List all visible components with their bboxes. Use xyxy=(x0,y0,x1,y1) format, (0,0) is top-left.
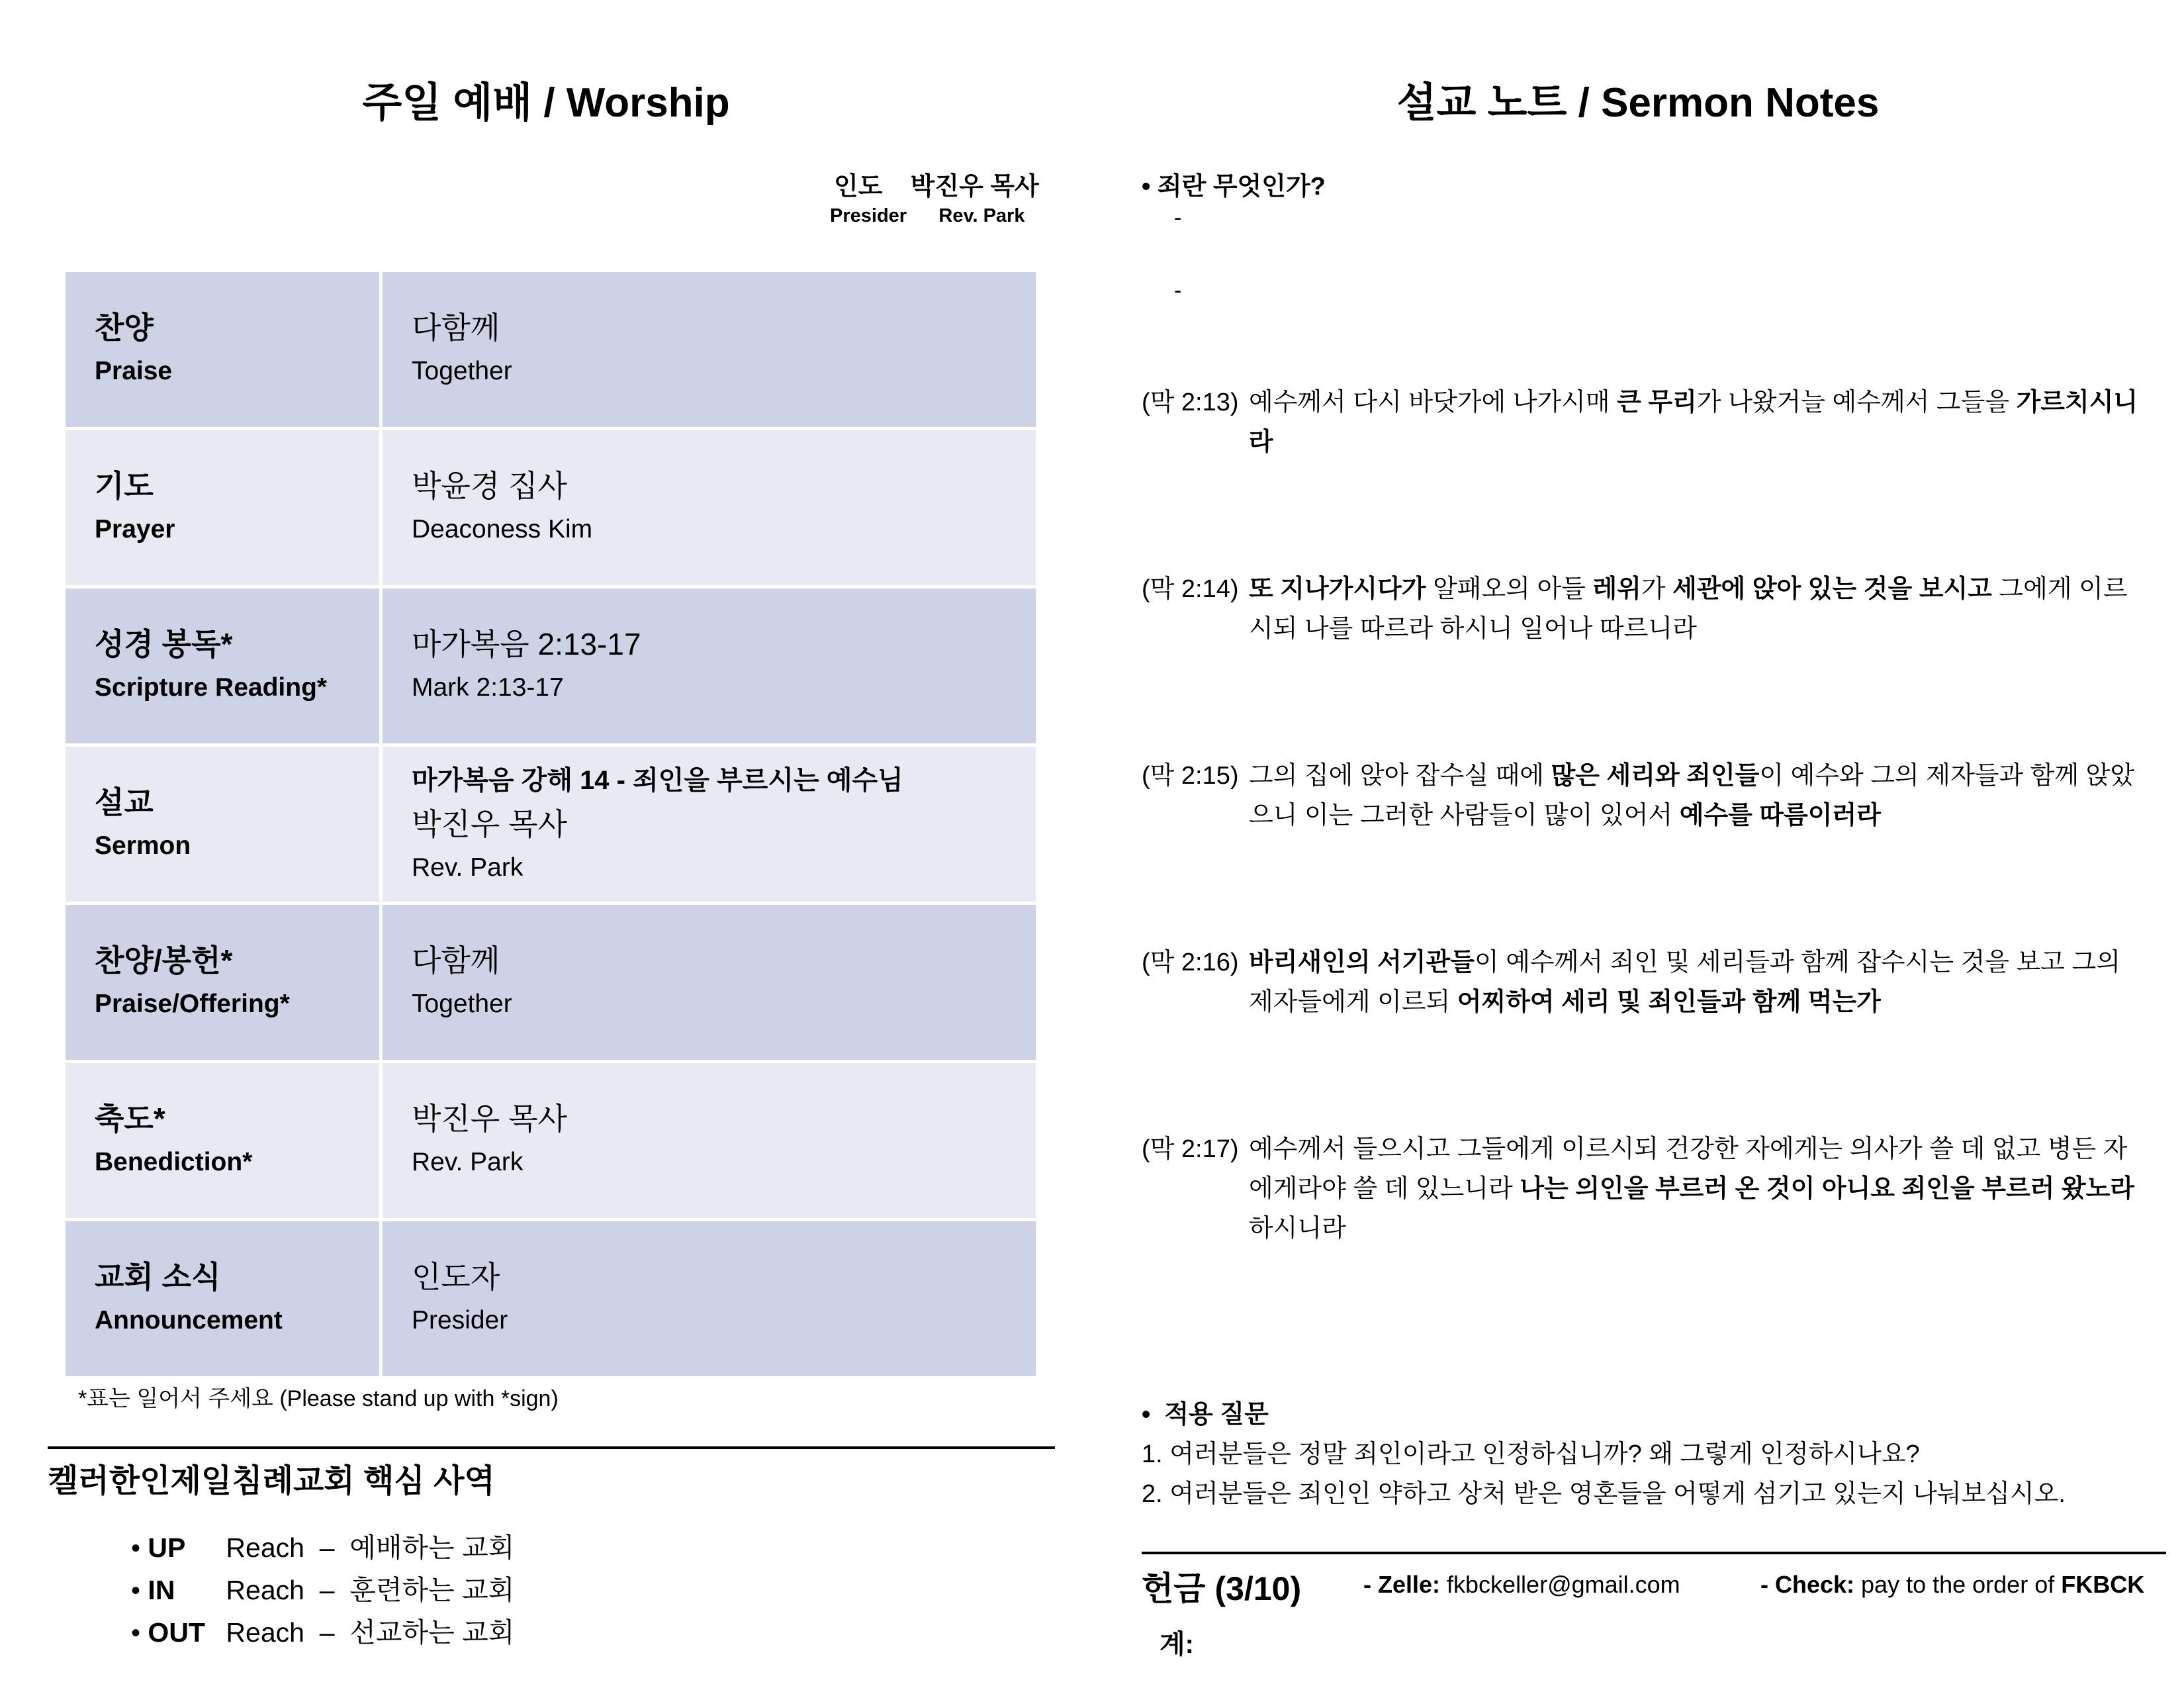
sermon-title: 마가복음 강해 14 - 죄인을 부르시는 예수님 xyxy=(412,766,903,795)
ministry-item-out xyxy=(131,1611,514,1650)
order-leader xyxy=(381,904,1038,1062)
item-label-english: Prayer xyxy=(95,515,175,543)
verse-segment: 예수께서 들으시고 그들에게 이르시되 건강한 자에게는 의사가 쓸 데 없고 병든 자에게라야 쓸 데 있느니라 xyxy=(1249,1135,2128,1203)
verse-segment: 하시니라 xyxy=(1249,1215,1346,1243)
verse-emphasis: 레위 xyxy=(1592,575,1641,603)
verse-2-15 xyxy=(1142,756,2148,835)
verse-reference: (막 2:15) xyxy=(1142,762,1239,790)
offering-title: 헌금 (3/10) xyxy=(1142,1570,1302,1607)
verse-reference: (막 2:14) xyxy=(1142,575,1239,603)
order-row-sermon xyxy=(64,745,1038,904)
item-label-english: Praise xyxy=(95,357,173,385)
ministry-item-in xyxy=(131,1568,514,1607)
verse-text xyxy=(1249,1129,2148,1248)
ministry-keyword: IN xyxy=(148,1575,175,1605)
item-label-korean: 기도 xyxy=(95,469,154,503)
verse-reference: (막 2:16) xyxy=(1142,949,1239,976)
verse-segment: 알패오의 아들 xyxy=(1426,575,1593,603)
verse-segment: 가 나왔거늘 예수께서 그들을 xyxy=(1696,389,2017,416)
verse-segment: 이 예수께서 죄인 및 세리들과 함께 잡수시는 것을 보고 그의 제자들에게 이르되 xyxy=(1249,949,2120,1016)
application-questions-title: • 적용 질문 xyxy=(1142,1401,1269,1429)
order-item xyxy=(64,587,381,745)
ministry-keyword: OUT xyxy=(148,1617,205,1648)
check-payee: FKBCK xyxy=(2061,1571,2145,1598)
order-leader xyxy=(381,271,1038,429)
order-row-announcement xyxy=(64,1220,1038,1378)
leader-korean: 다함께 xyxy=(412,310,500,345)
verse-text xyxy=(1249,943,2148,1022)
leader-english: Deaconess Kim xyxy=(412,515,593,543)
order-item xyxy=(64,745,381,904)
zelle-info xyxy=(1363,1571,1680,1599)
verse-emphasis: 예수를 따름이러라 xyxy=(1679,802,1881,829)
item-label-korean: 설교 xyxy=(95,785,154,820)
verse-emphasis: 바리새인의 서기관들 xyxy=(1249,949,1475,976)
verse-segment: 예수께서 다시 바닷가에 나가시매 xyxy=(1249,389,1617,416)
order-row-scripture xyxy=(64,587,1038,745)
item-label-english: Scripture Reading* xyxy=(95,673,328,702)
item-label-english: Praise/Offering* xyxy=(95,990,290,1018)
ministry-keyword: UP xyxy=(148,1532,186,1563)
verse-2-14 xyxy=(1142,569,2148,649)
verse-emphasis: 가르치시니라 xyxy=(1249,389,2138,456)
verse-emphasis: 어찌하여 세리 및 죄인들과 함께 먹는가 xyxy=(1457,988,1881,1016)
order-item xyxy=(64,1062,381,1220)
verse-reference: (막 2:13) xyxy=(1142,389,1239,416)
leader-english: Mark 2:13-17 xyxy=(412,673,564,702)
leader-korean: 다함께 xyxy=(412,943,500,978)
verse-text xyxy=(1249,383,2148,462)
verse-emphasis: 나는 의인을 부르러 온 것이 아니요 죄인을 부르러 왔노라 xyxy=(1520,1175,2135,1203)
verse-emphasis: 많은 세리와 죄인들 xyxy=(1551,762,1760,790)
leader-korean: 인도자 xyxy=(412,1260,500,1294)
item-label-english: Announcement xyxy=(95,1306,283,1335)
ministry-text: Reach – 훈련하는 교회 xyxy=(226,1575,515,1605)
note-blank-line: - xyxy=(1174,205,1182,230)
note-blank-line: - xyxy=(1174,278,1182,303)
verse-segment: 그에게 이르시되 나를 따르라 하시니 일어나 따르니라 xyxy=(1249,575,2128,643)
order-item xyxy=(64,1220,381,1378)
leader-english: Presider xyxy=(412,1306,508,1335)
leader-korean: 마가복음 2:13-17 xyxy=(412,627,641,661)
application-question: 1. 여러분들은 정말 죄인이라고 인정하십니까? 왜 그렇게 인정하시나요? xyxy=(1142,1440,1920,1468)
order-row-praise xyxy=(64,271,1038,429)
zelle-email: fkbckeller@gmail.com xyxy=(1440,1571,1680,1598)
order-of-worship-table xyxy=(62,269,1039,1380)
leader-english: Rev. Park xyxy=(412,853,523,882)
leader-korean: 박진우 목사 xyxy=(412,1102,567,1136)
order-leader xyxy=(381,745,1038,904)
order-leader xyxy=(381,1062,1038,1220)
zelle-label: - Zelle: xyxy=(1363,1571,1441,1598)
item-label-korean: 성경 봉독* xyxy=(95,627,233,661)
verse-reference: (막 2:17) xyxy=(1142,1135,1239,1163)
order-leader xyxy=(381,587,1038,745)
ministry-item-up xyxy=(131,1526,514,1565)
order-item xyxy=(64,271,381,429)
bullet-icon: • xyxy=(131,1534,141,1563)
item-label-korean: 교회 소식 xyxy=(95,1260,221,1294)
item-label-korean: 축도* xyxy=(95,1102,165,1136)
section-divider xyxy=(1142,1552,2166,1554)
verse-segment: 그의 집에 앉아 잡수실 때에 xyxy=(1249,762,1551,790)
leader-english: Together xyxy=(412,990,512,1018)
worship-title: 주일 예배 / Worship xyxy=(362,80,730,126)
check-info xyxy=(1760,1571,2144,1599)
offering-total-label: 계: xyxy=(1160,1630,1194,1659)
ministry-text: Reach – 예배하는 교회 xyxy=(226,1532,515,1563)
verse-segment: 가 xyxy=(1641,575,1673,603)
order-row-benediction xyxy=(64,1062,1038,1220)
core-ministry-title: 켈러한인제일침례교회 핵심 사역 xyxy=(48,1464,495,1499)
order-leader xyxy=(381,429,1038,587)
sermon-notes-title: 설교 노트 / Sermon Notes xyxy=(1396,80,1880,126)
verse-emphasis: 큰 무리 xyxy=(1617,389,1697,416)
verse-2-17 xyxy=(1142,1129,2148,1248)
item-label-korean: 찬양/봉헌* xyxy=(95,943,233,978)
leader-korean: 박윤경 집사 xyxy=(412,469,567,503)
verse-emphasis: 세관에 앉아 있는 것을 보시고 xyxy=(1672,575,1992,603)
order-item xyxy=(64,904,381,1062)
verse-2-16 xyxy=(1142,943,2148,1022)
leader-korean: 박진우 목사 xyxy=(412,807,567,841)
verse-emphasis: 또 지나가시다가 xyxy=(1249,575,1426,603)
bullet-icon: • xyxy=(131,1576,141,1605)
bullet-icon: • xyxy=(131,1618,141,1648)
leader-english: Together xyxy=(412,357,512,385)
presider-english: Presider Rev. Park xyxy=(830,205,1025,226)
leader-english: Rev. Park xyxy=(412,1148,523,1176)
check-label: - Check: xyxy=(1760,1571,1855,1598)
verse-text xyxy=(1249,756,2148,835)
verse-2-13 xyxy=(1142,383,2148,462)
stand-up-note: *표는 일어서 주세요 (Please stand up with *sign) xyxy=(78,1386,559,1411)
order-row-prayer xyxy=(64,429,1038,587)
section-divider xyxy=(48,1446,1055,1449)
order-leader xyxy=(381,1220,1038,1378)
check-text: pay to the order of xyxy=(1854,1571,2062,1598)
item-label-english: Sermon xyxy=(95,831,191,860)
order-item xyxy=(64,429,381,587)
verse-text xyxy=(1249,569,2148,649)
presider-korean: 인도 박진우 목사 xyxy=(834,173,1039,201)
item-label-english: Benediction* xyxy=(95,1148,253,1176)
what-is-sin-question: • 죄란 무엇인가? xyxy=(1142,173,1326,201)
ministry-text: Reach – 선교하는 교회 xyxy=(226,1617,515,1648)
item-label-korean: 찬양 xyxy=(95,310,154,345)
order-row-offering xyxy=(64,904,1038,1062)
application-question: 2. 여러분들은 죄인인 약하고 상처 받은 영혼들을 어떻게 섬기고 있는지 나눠보십시오. xyxy=(1142,1480,2066,1508)
verse-segment: 이 예수와 그의 제자들과 함께 앉았으니 이는 그러한 사람들이 많이 있어서 xyxy=(1249,762,2135,829)
